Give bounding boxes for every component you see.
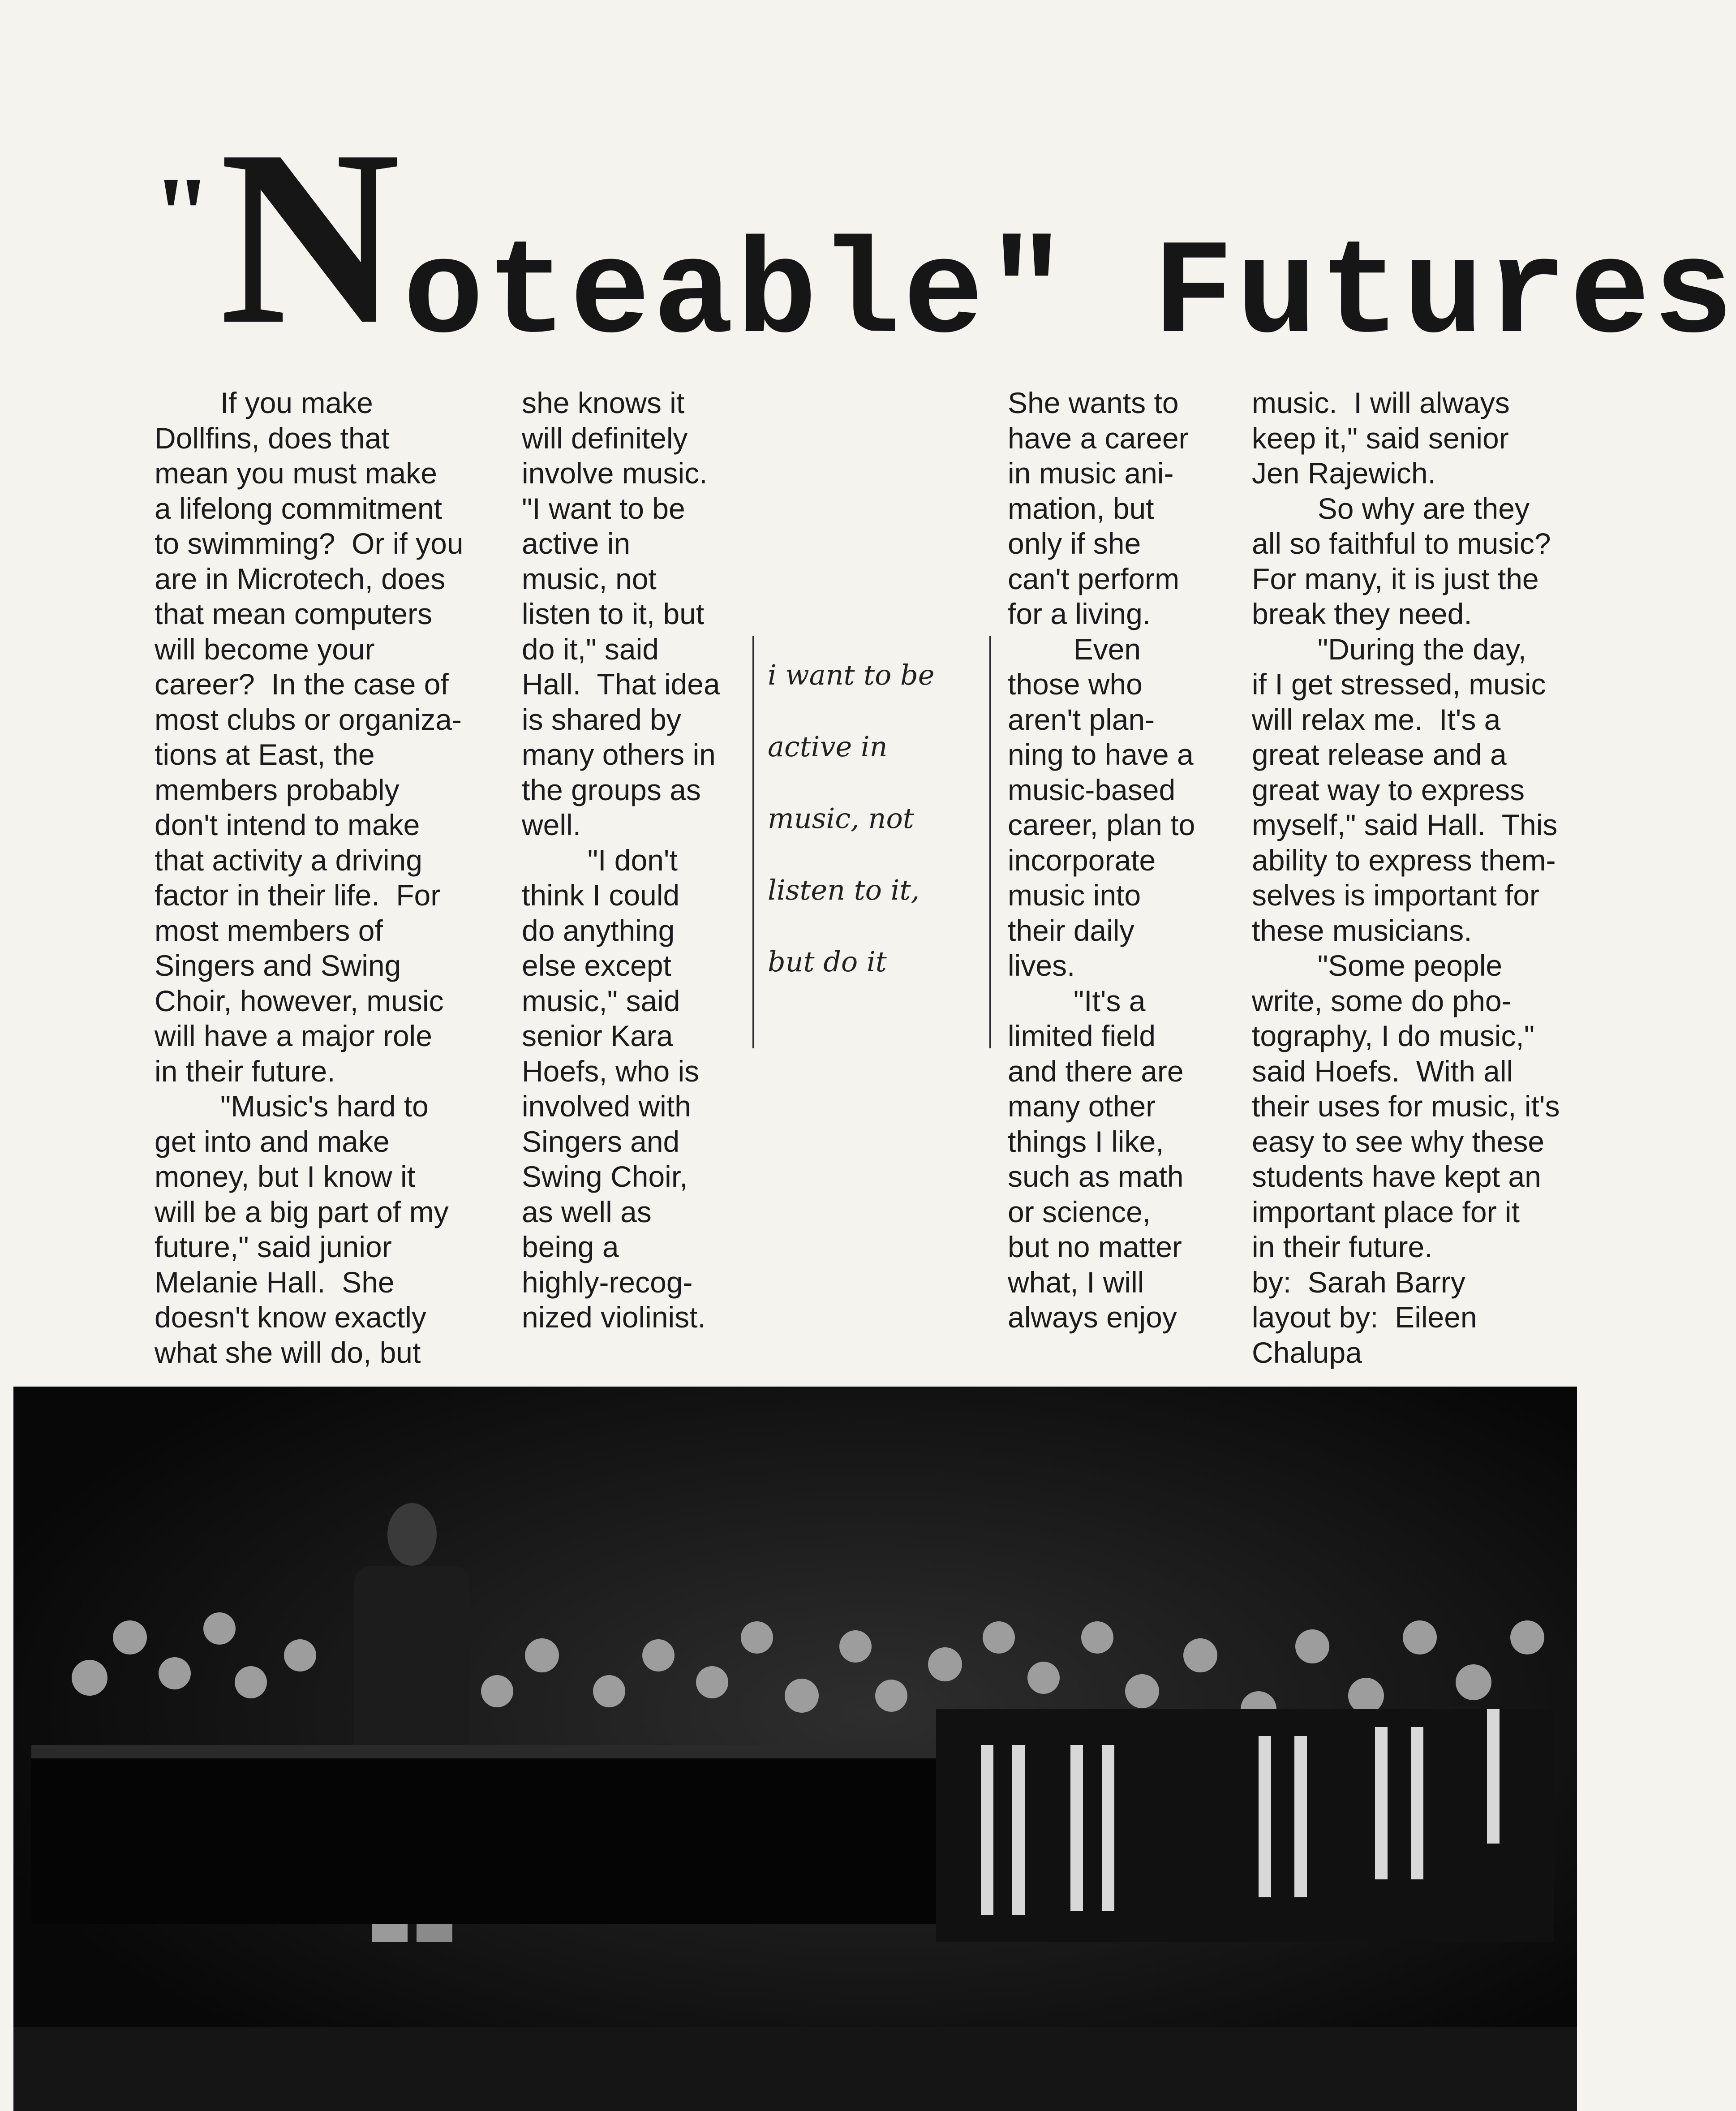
article-line: that activity a driving [155,843,422,877]
article-line: Choir, however, music [155,984,444,1017]
article-line: career? In the case of [155,668,449,701]
article-line: lives. [1008,949,1075,982]
article-line: what, I will [1008,1265,1144,1299]
article-line: will have a major role [155,1019,432,1052]
article-line: "Music's hard to [155,1090,429,1123]
article-line: involved with [522,1090,691,1123]
article-line: listen to it, but [522,597,705,630]
article-line: will become your [155,632,375,666]
article-line: in their future. [1252,1230,1433,1263]
article-line: doesn't know exactly [155,1301,426,1334]
article-line: If you make [155,386,373,419]
article-column-2 [522,385,720,1335]
article-line: music into [1008,879,1141,912]
article-line: Melanie Hall. She [155,1265,395,1299]
article-line: in music ani- [1008,457,1174,490]
article-line: Jen Rajewich. [1252,457,1436,490]
pull-quote [752,636,991,1048]
article-line: don't intend to make [155,808,420,841]
article-line: to swimming? Or if you [155,527,464,560]
article-line: many other [1008,1090,1156,1123]
article-column-3 [1008,385,1195,1335]
article-line: break they need. [1252,597,1472,630]
article-line: Dollfins, does that [155,421,390,455]
article-line: well. [522,808,581,841]
article-line: highly-recog- [522,1265,693,1299]
article-line: things I like, [1008,1124,1164,1158]
title-drop-letter: N [219,99,401,376]
article-line: music-based [1008,773,1176,806]
article-line: are in Microtech, does [155,562,446,595]
article-line: what she will do, but [155,1336,421,1369]
article-line: nized violinist. [522,1301,706,1334]
article-line: music," said [522,984,680,1017]
article-line: have a career [1008,421,1189,455]
article-line: incorporate [1008,843,1156,877]
article-line: think I could [522,879,680,912]
article-line: as well as [522,1195,652,1228]
pull-quote-line: active in [768,730,888,763]
article-line: get into and make [155,1124,390,1158]
article-line: do anything [522,913,675,947]
article-line: all so faithful to music? [1252,527,1551,560]
article-line: For many, it is just the [1252,562,1539,595]
article-line: the groups as [522,773,701,806]
article-line: always enjoy [1008,1301,1177,1334]
choir-photo [13,1387,1577,2111]
pull-quote-line: i want to be [768,659,935,691]
piano-silhouette [31,1745,950,1924]
article-line: do it," said [522,632,659,666]
article-line: easy to see why these [1252,1124,1545,1158]
article-line: "It's a [1008,984,1146,1017]
article-line: that mean computers [155,597,432,630]
article-line: money, but I know it [155,1160,416,1193]
article-line: selves is important for [1252,879,1539,912]
article-line: keep it," said senior [1252,421,1509,455]
article-line: students have kept an [1252,1160,1541,1193]
article-line: Even [1008,632,1141,666]
article-line: is shared by [522,702,681,736]
article-line: most members of [155,913,383,947]
article-line: "During the day, [1252,632,1526,666]
article-line: career, plan to [1008,808,1195,841]
article-line: their uses for music, it's [1252,1090,1560,1123]
article-line: She wants to [1008,386,1179,419]
article-line: Singers and Swing [155,949,401,982]
article-line: being a [522,1230,619,1263]
article-line: music. I will always [1252,386,1510,419]
article-line: limited field [1008,1019,1156,1052]
article-line: ning to have a [1008,738,1194,771]
article-line: said Hoefs. With all [1252,1054,1513,1088]
article-line: "I want to be [522,491,685,525]
article-line: else except [522,949,671,982]
article-line: So why are they [1252,491,1530,525]
article-line: great way to express [1252,773,1525,806]
article-line: these musicians. [1252,913,1472,947]
article-line: factor in their life. For [155,879,441,912]
article-line: but no matter [1008,1230,1182,1263]
article-line: members probably [155,773,400,806]
article-line: only if she [1008,527,1141,560]
article-line: senior Kara [522,1019,673,1052]
article-line: active in [522,527,631,560]
article-line: will definitely [522,421,688,455]
article-line: aren't plan- [1008,702,1155,736]
article-line: great release and a [1252,738,1507,771]
article-line: such as math [1008,1160,1184,1193]
article-line: mean you must make [155,457,437,490]
page-title [152,99,1736,376]
article-line: most clubs or organiza- [155,702,462,736]
article-column-4 [1252,385,1560,1370]
article-line: those who [1008,668,1143,701]
pull-quote-line: listen to it, [768,874,920,906]
article-line: if I get stressed, music [1252,668,1546,701]
article-line: by: Sarah Barry [1252,1265,1465,1299]
article-line: music, not [522,562,657,595]
article-line: ability to express them- [1252,843,1556,877]
article-line: "Some people [1252,949,1503,982]
article-line: Swing Choir, [522,1160,688,1193]
article-line: "I don't [522,843,678,877]
article-line: future," said junior [155,1230,392,1263]
article-line: will be a big part of my [155,1195,449,1228]
article-line: in their future. [155,1054,335,1088]
article-line: myself," said Hall. This [1252,808,1558,841]
article-line: their daily [1008,913,1134,947]
article-line: Singers and [522,1124,680,1158]
pull-quote-line: but do it [768,945,887,978]
article-line: a lifelong commitment [155,491,442,525]
article-line: involve music. [522,457,708,490]
article-line: can't perform [1008,562,1180,595]
article-line: mation, but [1008,491,1154,525]
article-line: will relax me. It's a [1252,702,1501,736]
article-line: and there are [1008,1054,1184,1088]
article-line: or science, [1008,1195,1151,1228]
article-column-1 [155,385,464,1370]
article-line: many others in [522,738,716,771]
article-line: for a living. [1008,597,1151,630]
article-line: Hoefs, who is [522,1054,700,1088]
article-line: Chalupa [1252,1336,1362,1369]
title-rest: oteable" Futures [403,220,1736,372]
article-line: she knows it [522,386,685,419]
article-line: Hall. That idea [522,668,720,701]
article-line: write, some do pho- [1252,984,1512,1017]
article-line: layout by: Eileen [1252,1301,1477,1334]
article-line: tography, I do music," [1252,1019,1535,1052]
pull-quote-line: music, not [768,802,914,835]
title-open-quote: " [152,155,212,274]
article-line: important place for it [1252,1195,1520,1228]
article-line: tions at East, the [155,738,375,771]
